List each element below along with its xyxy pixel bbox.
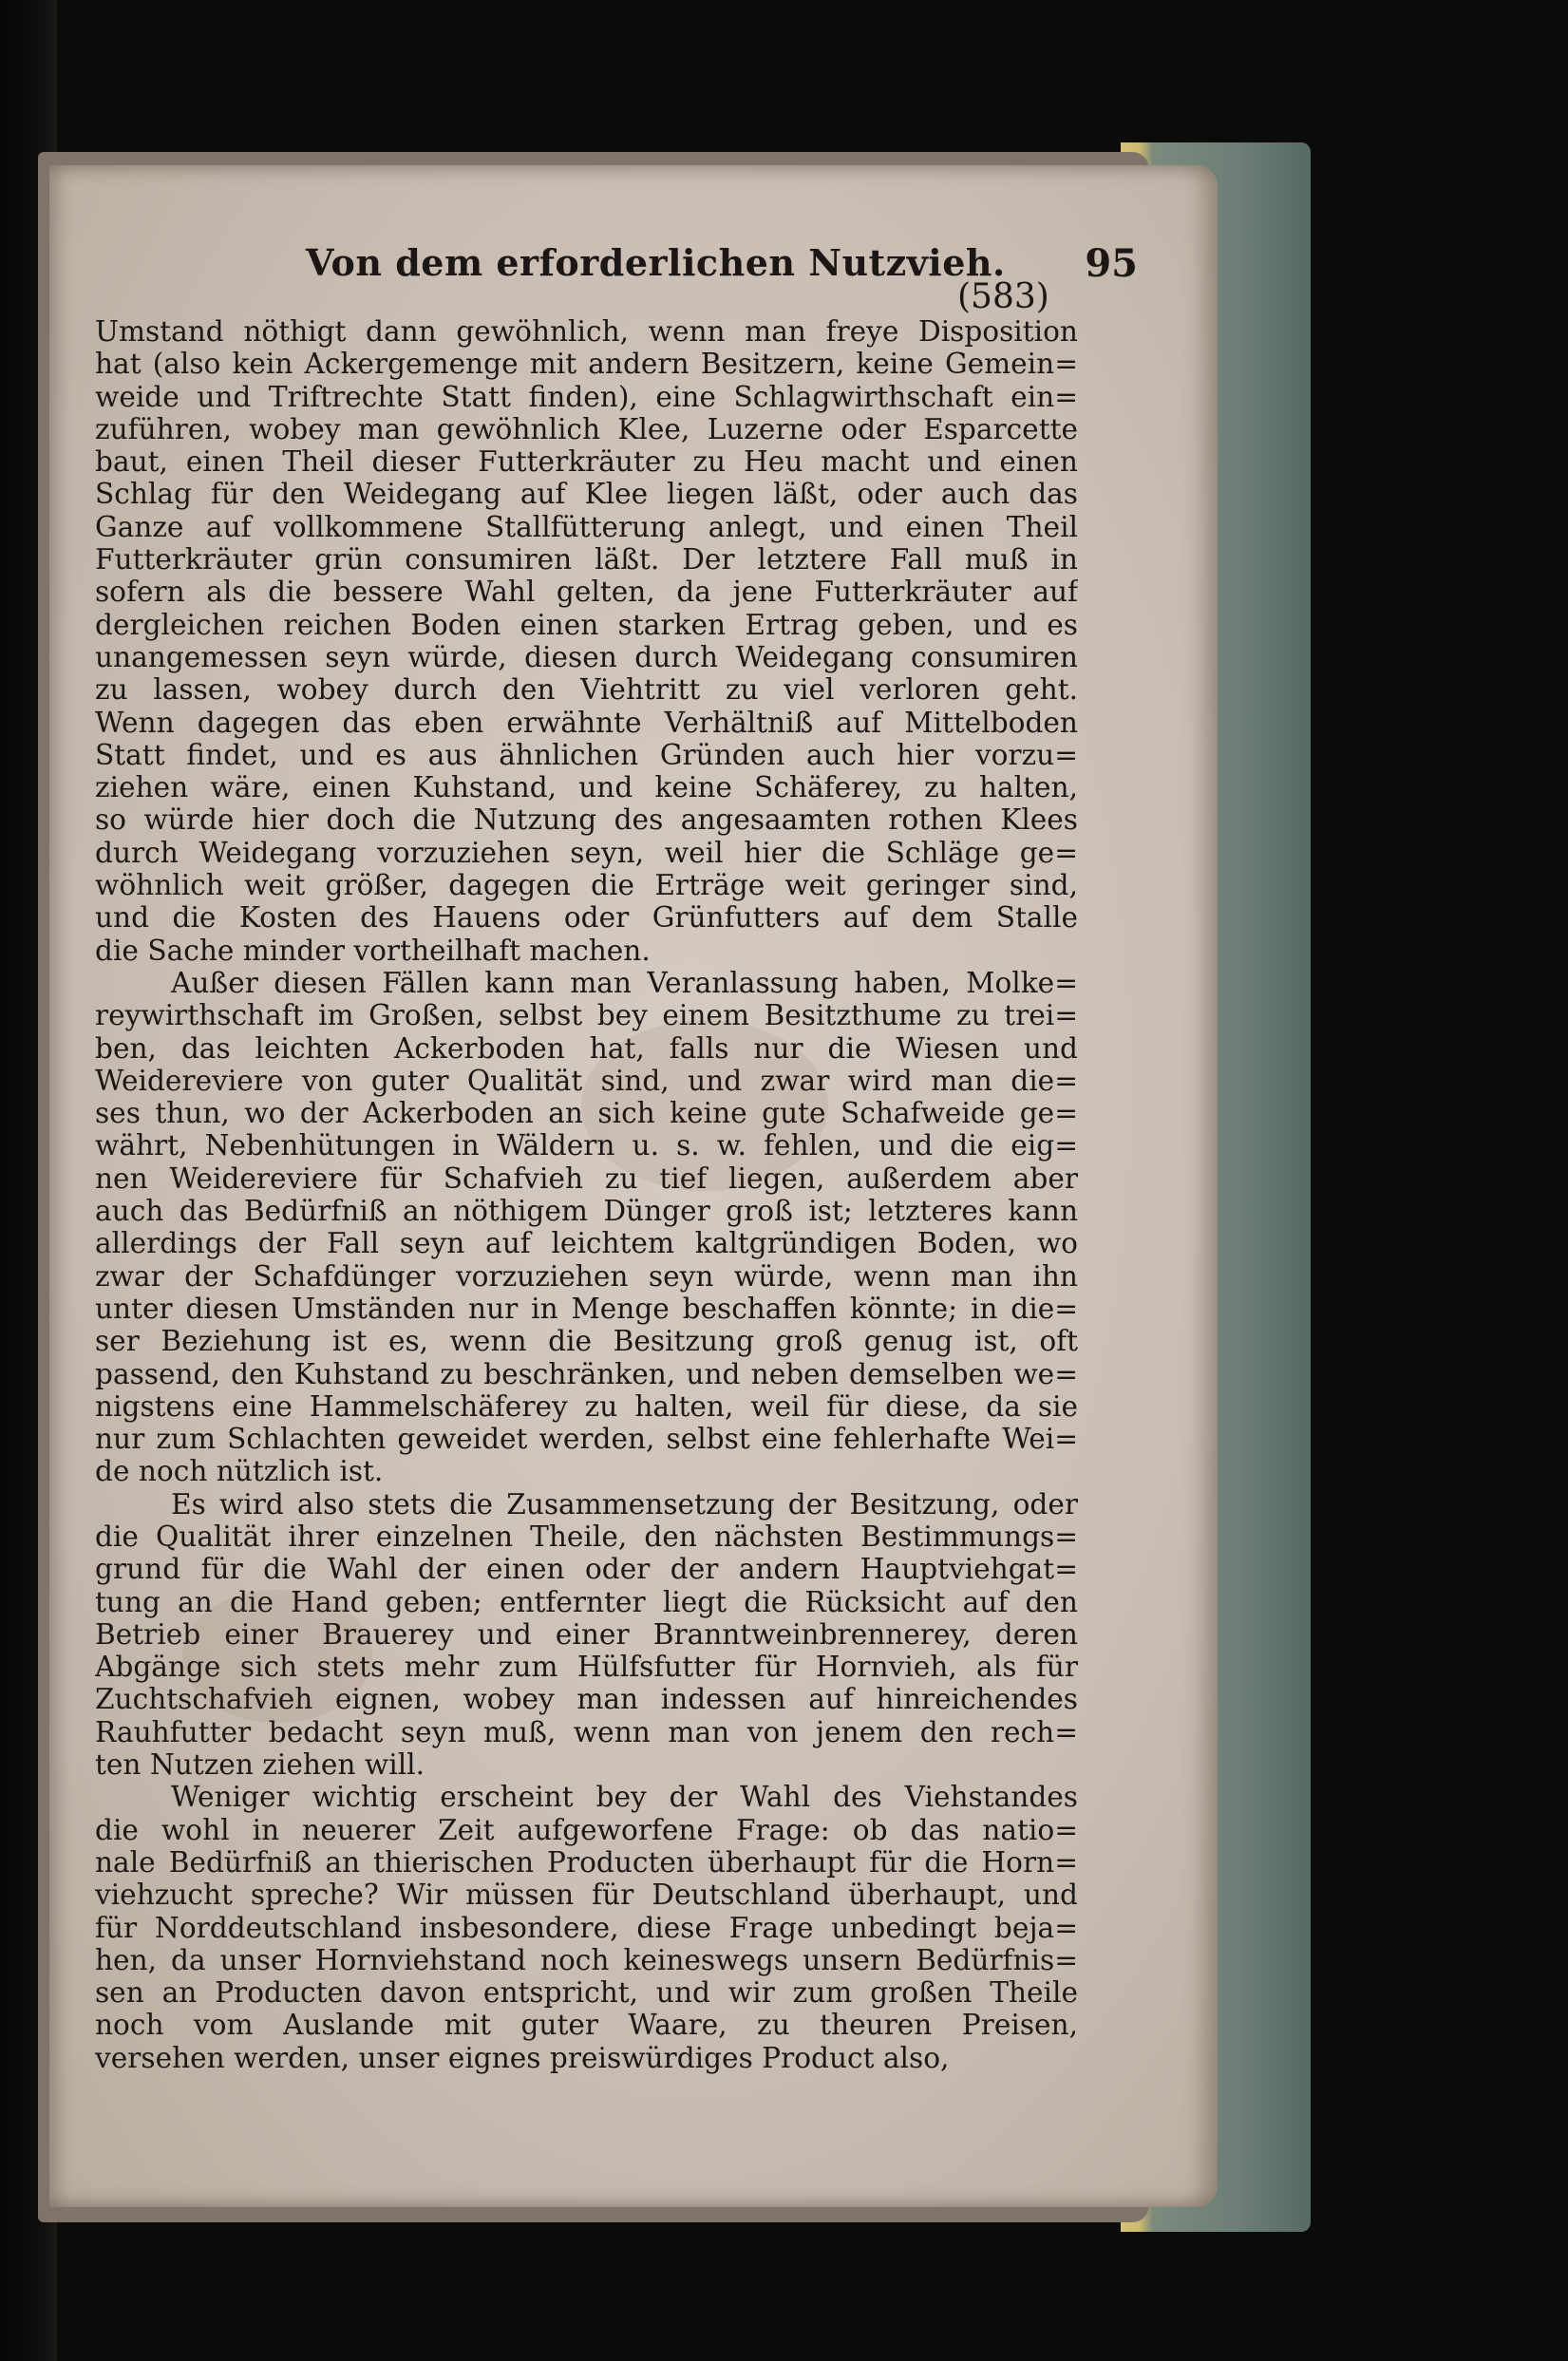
running-head — [95, 241, 1138, 316]
page-number: 95 — [1085, 241, 1138, 286]
section-number: (583) — [957, 277, 1049, 316]
text-line: die wohl in neuerer Zeit aufgeworfene Frage: ob das natio= — [95, 1813, 1078, 1846]
text-line: nigstens eine Hammelschäferey zu halten, weil für diese, da sie — [95, 1389, 1078, 1423]
text-line: dergleichen reichen Boden einen starken Ertrag geben, und es — [95, 608, 1078, 641]
text-line: wöhnlich weit größer, dagegen die Erträge weit geringer sind, — [95, 869, 1078, 902]
text-line: noch vom Auslande mit guter Waare, zu theuren Preisen, — [95, 2009, 1078, 2042]
text-line: Schlag für den Weidegang auf Klee liegen läßt, oder auch das — [95, 478, 1078, 511]
text-line: Wenn dagegen das eben erwähnte Verhältniß auf Mittelboden — [95, 706, 1078, 739]
body-text — [95, 315, 1135, 2074]
text-line: ten Nutzen ziehen will. — [95, 1748, 425, 1782]
text-line: Rauhfutter bedacht seyn muß, wenn man von jenem den rech= — [95, 1715, 1078, 1748]
text-line: grund für die Wahl der einen oder der andern Hauptviehgat= — [95, 1553, 1078, 1586]
text-line: auch das Bedürfniß an nöthigem Dünger groß ist; letzteres kann — [95, 1195, 1078, 1228]
paragraph — [95, 967, 1135, 1488]
text-line: so würde hier doch die Nutzung des angesaamten rothen Klees — [95, 803, 1078, 837]
paragraph — [95, 1781, 1135, 2074]
text-line: sofern als die bessere Wahl gelten, da jene Futterkräuter auf — [95, 576, 1078, 609]
text-line: hen, da unser Hornviehstand noch keineswegs unsern Bedürfnis= — [95, 1943, 1078, 1976]
text-line: Ganze auf vollkommene Stallfütterung anlegt, und einen Theil — [95, 510, 1078, 543]
paragraph — [95, 1488, 1135, 1782]
text-line: unangemessen seyn würde, diesen durch Weidegang consumiren — [95, 640, 1078, 673]
text-line: ser Beziehung ist es, wenn die Besitzung groß genug ist, oft — [95, 1325, 1078, 1358]
text-line: Weniger wichtig erscheint bey der Wahl des Viehstandes — [171, 1781, 1078, 1814]
text-line: unter diesen Umständen nur in Menge beschaffen könnte; in die= — [95, 1292, 1078, 1325]
text-line: und die Kosten des Hauens oder Grünfutters auf dem Stalle — [95, 901, 1078, 935]
text-line: die Sache minder vortheilhaft machen. — [95, 934, 651, 967]
text-line: zuführen, wobey man gewöhnlich Klee, Luzerne oder Esparcette — [95, 412, 1078, 445]
page-content — [95, 241, 1138, 2074]
text-line: nur zum Schlachten geweidet werden, selbst eine fehlerhafte Wei= — [95, 1423, 1078, 1456]
text-line: währt, Nebenhütungen in Wäldern u. s. w. fehlen, und die eig= — [95, 1129, 1078, 1162]
text-line: Futterkräuter grün consumiren läßt. Der letztere Fall muß in — [95, 543, 1078, 576]
text-line: passend, den Kuhstand zu beschränken, und neben demselben we= — [95, 1357, 1078, 1390]
text-line: versehen werden, unser eignes preiswürdiges Product also, — [95, 2041, 950, 2074]
text-line: ben, das leichten Ackerboden hat, falls nur die Wiesen und — [95, 1031, 1078, 1065]
text-line: Zuchtschafvieh eignen, wobey man indessen auf hinreichendes — [95, 1683, 1078, 1716]
text-line: zu lassen, wobey durch den Viehtritt zu viel verloren geht. — [95, 673, 1078, 707]
text-line: viehzucht spreche? Wir müssen für Deutschland überhaupt, und — [95, 1879, 1078, 1912]
text-line: baut, einen Theil dieser Futterkräuter zu Heu macht und einen — [95, 445, 1078, 479]
text-line: durch Weidegang vorzuziehen seyn, weil hier die Schläge ge= — [95, 836, 1078, 869]
text-line: für Norddeutschland insbesondere, diese Frage unbedingt beja= — [95, 1911, 1078, 1944]
text-line: allerdings der Fall seyn auf leichtem kaltgründigen Boden, wo — [95, 1227, 1078, 1260]
text-line: weide und Triftrechte Statt finden), eine Schlagwirthschaft ein= — [95, 380, 1078, 413]
paragraph — [95, 315, 1135, 967]
text-line: ziehen wäre, einen Kuhstand, und keine Schäferey, zu halten, — [95, 771, 1078, 804]
text-line: nen Weidereviere für Schafvieh zu tief liegen, außerdem aber — [95, 1162, 1078, 1195]
text-line: sen an Producten davon entspricht, und wir zum großen Theile — [95, 1976, 1078, 2010]
text-line: tung an die Hand geben; entfernter liegt die Rücksicht auf den — [95, 1585, 1078, 1618]
text-line: Es wird also stets die Zusammensetzung der Besitzung, oder — [171, 1487, 1078, 1520]
book-page — [49, 165, 1218, 2207]
text-line: nale Bedürfniß an thierischen Producten überhaupt für die Horn= — [95, 1845, 1078, 1879]
text-line: Umstand nöthigt dann gewöhnlich, wenn man freye Disposition — [95, 315, 1078, 348]
text-line: ses thun, wo der Ackerboden an sich keine gute Schafweide ge= — [95, 1097, 1078, 1130]
text-line: Statt findet, und es aus ähnlichen Gründen auch hier vorzu= — [95, 738, 1078, 771]
text-line: hat (also kein Ackergemenge mit andern Besitzern, keine Gemein= — [95, 348, 1078, 381]
text-line: Abgänge sich stets mehr zum Hülfsfutter für Hornvieh, als für — [95, 1651, 1078, 1684]
text-line: reywirthschaft im Großen, selbst bey einem Besitzthume zu trei= — [95, 999, 1078, 1032]
text-line: Weidereviere von guter Qualität sind, und zwar wird man die= — [95, 1064, 1078, 1097]
text-line: de noch nützlich ist. — [95, 1455, 384, 1488]
text-line: Außer diesen Fällen kann man Veranlassung haben, Molke= — [171, 966, 1078, 999]
running-title: Von dem erforderlichen Nutzvieh. — [306, 241, 1006, 284]
text-line: Betrieb einer Brauerey und einer Branntweinbrennerey, deren — [95, 1617, 1078, 1651]
text-line: zwar der Schafdünger vorzuziehen seyn würde, wenn man ihn — [95, 1259, 1078, 1293]
text-line: die Qualität ihrer einzelnen Theile, den nächsten Bestimmungs= — [95, 1520, 1078, 1553]
